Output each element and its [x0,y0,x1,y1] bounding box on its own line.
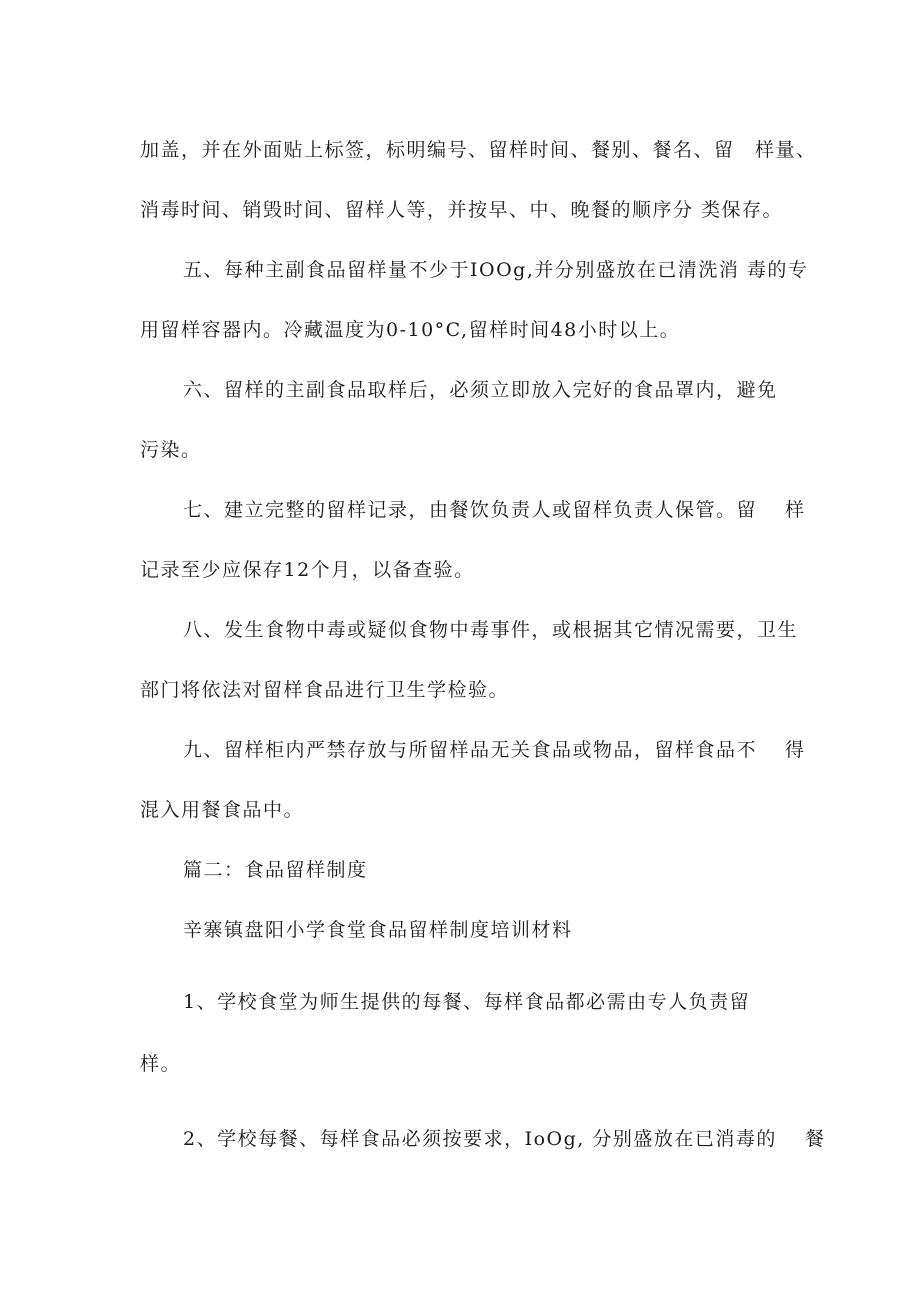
paragraph-line: 八、发生食物中毒或疑似食物中毒事件，或根据其它情况需要，卫生 [183,619,799,641]
paragraph-line: 部门将依法对留样食品进行卫生学检验。 [140,679,510,701]
paragraph-line: 用留样容器内。冷藏温度为0-10°C,留样时间48小时以上。 [140,319,681,341]
paragraph-line: 1、学校食堂为师生提供的每餐、每样食品都必需由专人负责留 [183,991,751,1013]
paragraph-line: 记录至少应保存12个月，以备查验。 [140,559,475,581]
paragraph-line: 混入用餐食品中。 [140,799,305,821]
paragraph-line: 污染。 [140,439,202,461]
paragraph-line: 2、学校每餐、每样食品必须按要求，IoOg, 分别盛放在已消毒的 餐 [183,1128,826,1150]
section-subtitle: 辛寨镇盘阳小学食堂食品留样制度培训材料 [183,919,573,941]
paragraph-line: 样。 [140,1053,182,1075]
paragraph-line: 五、每种主副食品留样量不少于IOOg,并分别盛放在已清洗消 毒的专 [183,259,809,281]
section-heading: 篇二：食品留样制度 [183,859,368,881]
paragraph-line: 消毒时间、销毁时间、留样人等，并按早、中、晚餐的顺序分 类保存。 [140,199,784,221]
paragraph-line: 九、留样柜内严禁存放与所留样品无关食品或物品，留样食品不 得 [183,739,806,761]
paragraph-line: 七、建立完整的留样记录，由餐饮负责人或留样负责人保管。留 样 [183,499,806,521]
paragraph-line: 加盖，并在外面贴上标签，标明编号、留样时间、餐别、餐名、留 样量、 [140,139,817,161]
paragraph-line: 六、留样的主副食品取样后，必须立即放入完好的食品罩内，避免 [183,379,778,401]
